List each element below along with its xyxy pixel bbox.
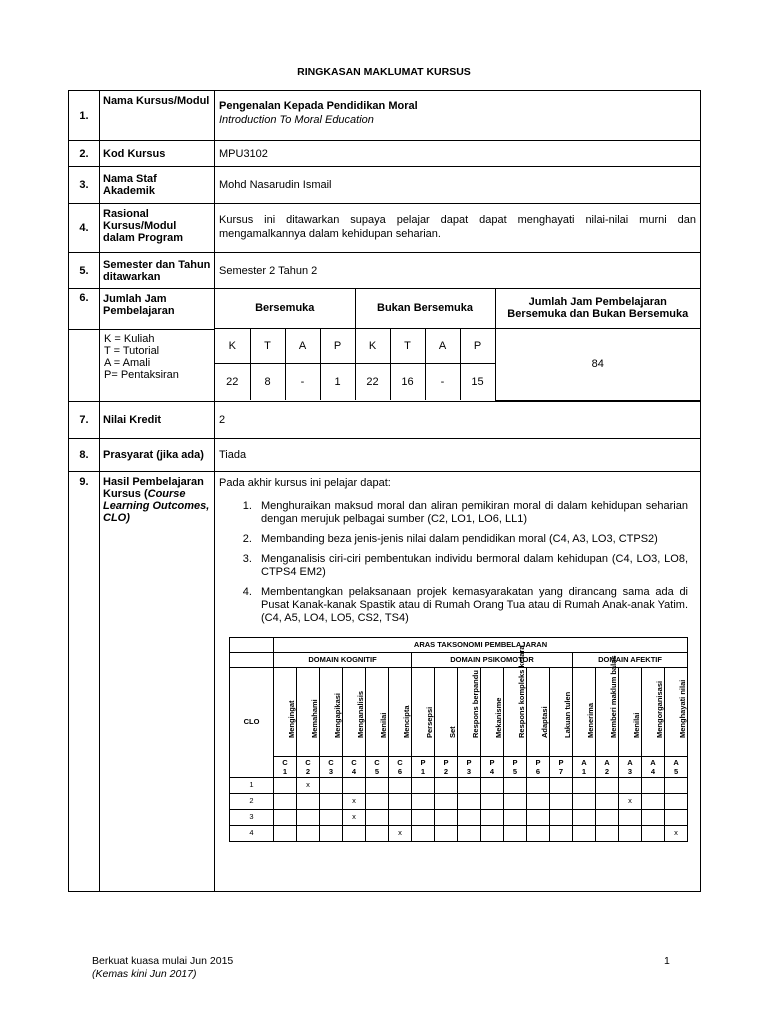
hour-code: A: [285, 328, 320, 363]
row-staff: [69, 167, 701, 204]
level-letter: C: [305, 757, 311, 767]
legend-item: P= Pentaksiran: [104, 368, 179, 381]
domain-cognitive: DOMAIN KOGNITIF: [274, 652, 412, 667]
taxonomy-mark: [619, 825, 642, 841]
level-letter: P: [535, 757, 541, 767]
taxonomy-mark: [596, 825, 619, 841]
taxonomy-mark: x: [619, 793, 642, 809]
taxonomy-mark: [642, 809, 665, 825]
taxonomy-level-code: [274, 756, 297, 777]
row-number: 1.: [69, 91, 100, 141]
taxonomy-column-name: [412, 667, 435, 756]
level-letter: A: [673, 757, 679, 767]
taxonomy-mark: x: [297, 777, 320, 793]
taxonomy-level-code: [642, 756, 665, 777]
taxonomy-mark: [458, 777, 481, 793]
taxonomy-row: [230, 825, 688, 841]
taxonomy-mark: [343, 825, 366, 841]
clo-column-header: CLO: [230, 667, 274, 777]
rationale-text: Kursus ini ditawarkan supaya pelajar dapat dapat menghayati nilai-nilai murni dan mengamalkannya dalam kehidupan seharian.: [215, 204, 701, 253]
row-label: Jumlah Jam Pembelajaran: [100, 289, 215, 330]
level-number: 5: [512, 766, 518, 776]
clo-number: 4: [230, 825, 274, 841]
taxonomy-mark: x: [343, 793, 366, 809]
taxonomy-mark: [366, 777, 389, 793]
taxonomy-mark: [550, 793, 573, 809]
legend-item: A = Amali: [104, 356, 151, 369]
taxonomy-column-name: [458, 667, 481, 756]
taxonomy-mark: [366, 809, 389, 825]
taxonomy-level-code: [481, 756, 504, 777]
taxonomy-level-code: [366, 756, 389, 777]
level-letter: P: [420, 757, 426, 767]
level-letter: A: [581, 757, 587, 767]
taxonomy-column-name: [481, 667, 504, 756]
taxonomy-mark: [665, 793, 688, 809]
taxonomy-mark: [504, 809, 527, 825]
domain-affective: DOMAIN AFEKTIF: [573, 652, 688, 667]
row-label: Rasional Kursus/Modul dalam Program: [100, 204, 215, 253]
level-letter: A: [604, 757, 610, 767]
taxonomy-mark: [550, 825, 573, 841]
level-letter: A: [650, 757, 656, 767]
level-number: 3: [328, 766, 334, 776]
taxonomy-column-name: [665, 667, 688, 756]
taxonomy-column-name: [435, 667, 458, 756]
taxonomy-mark: [642, 825, 665, 841]
taxonomy-column-name: [596, 654, 619, 756]
taxonomy-mark: [412, 777, 435, 793]
level-number: 3: [466, 766, 472, 776]
taxonomy-column-name: [343, 667, 366, 756]
clo-item: 4. Membentangkan pelaksanaan projek kemasyarakatan yang dirancang sama ada di Pusat Kanak-kanak Spastik atau di Rumah Orang Tua atau di Rumah Anak-anak Yatim. (C4, A5, LO4, LO5, CS2, TS4): [255, 586, 688, 625]
taxonomy-mark: [458, 793, 481, 809]
hour-code: T: [250, 328, 285, 363]
taxonomy-mark: x: [389, 825, 412, 841]
taxonomy-level-code: [665, 756, 688, 777]
taxonomy-row: [230, 809, 688, 825]
taxonomy-level-label: Menilai: [379, 712, 388, 738]
domain-psychomotor: DOMAIN PSIKOMOTOR: [412, 652, 573, 667]
staff-name: Mohd Nasarudin Ismail: [215, 167, 701, 204]
hours-legend: [100, 329, 215, 401]
taxonomy-column-name: [366, 667, 389, 756]
taxonomy-mark: [435, 793, 458, 809]
taxonomy-mark: [596, 793, 619, 809]
taxonomy-mark: [297, 793, 320, 809]
level-number: 4: [650, 766, 656, 776]
row-number: 6.: [69, 289, 100, 330]
hour-value: 15: [460, 363, 495, 400]
row-label: Nama Kursus/Modul: [100, 91, 215, 141]
taxonomy-mark: [458, 809, 481, 825]
semester-value: Semester 2 Tahun 2: [215, 253, 701, 289]
hour-code: P: [460, 328, 495, 363]
taxonomy-mark: [573, 793, 596, 809]
level-letter: C: [374, 757, 380, 767]
level-letter: C: [328, 757, 334, 767]
taxonomy-level-code: [389, 756, 412, 777]
level-number: 3: [627, 766, 633, 776]
hour-code: A: [425, 328, 460, 363]
total-hours-value: 84: [495, 328, 700, 400]
clo-label-bm: Hasil Pembelajaran Kursus (: [103, 475, 204, 500]
taxonomy-mark: [366, 825, 389, 841]
taxonomy-mark: [320, 793, 343, 809]
row-rationale: [69, 204, 701, 253]
row-label: Prasyarat (jika ada): [100, 438, 215, 471]
taxonomy-mark: [389, 809, 412, 825]
taxonomy-mark: x: [665, 825, 688, 841]
taxonomy-mark: [619, 809, 642, 825]
taxonomy-level-code: [435, 756, 458, 777]
clo-intro: Pada akhir kursus ini pelajar dapat:: [219, 476, 391, 489]
taxonomy-mark: [642, 793, 665, 809]
taxonomy-level-label: Mengapikasi: [333, 692, 342, 738]
clo-list: [219, 500, 688, 625]
row-label: Nilai Kredit: [100, 401, 215, 438]
taxonomy-mark: [435, 777, 458, 793]
taxonomy-mark: [527, 809, 550, 825]
taxonomy-mark: [481, 793, 504, 809]
row-number: 3.: [69, 167, 100, 204]
hour-code: K: [215, 328, 250, 363]
taxonomy-row: [230, 793, 688, 809]
clo-item: 3. Menganalisis ciri-ciri pembentukan individu bermoral dalam kehidupan (C4, LO3, LO8, CTPS4 EM2): [255, 553, 688, 579]
row-credit: [69, 401, 701, 438]
level-letter: A: [627, 757, 633, 767]
taxonomy-mark: [527, 825, 550, 841]
legend-item: T = Tutorial: [104, 344, 160, 357]
level-letter: P: [466, 757, 472, 767]
taxonomy-mark: [596, 809, 619, 825]
row-prerequisite: [69, 438, 701, 471]
course-name-bm: Pengenalan Kepada Pendidikan Moral: [219, 100, 418, 112]
prerequisite-value: Tiada: [215, 438, 701, 471]
taxonomy-mark: [343, 777, 366, 793]
taxonomy-level-label: Adaptasi: [540, 705, 549, 738]
row-number: 7.: [69, 401, 100, 438]
taxonomy-level-code: [596, 756, 619, 777]
clo-label-en: Course Learning Outcomes, CLO): [103, 487, 210, 524]
row-course-name: [69, 91, 701, 141]
taxonomy-mark: [389, 793, 412, 809]
taxonomy-mark: [274, 809, 297, 825]
level-number: 4: [351, 766, 357, 776]
taxonomy-level-label: Mengingat: [287, 700, 296, 738]
taxonomy-mark: [481, 825, 504, 841]
taxonomy-mark: [274, 825, 297, 841]
row-learning-hours: [69, 289, 701, 330]
taxonomy-mark: [320, 825, 343, 841]
page-number: 1: [664, 955, 670, 967]
taxonomy-level-label: Lakuan tulen: [563, 691, 572, 738]
footer-updated: (Kemas kini Jun 2017): [92, 968, 197, 980]
taxonomy-header: ARAS TAKSONOMI PEMBELAJARAN: [274, 637, 688, 652]
taxonomy-column-name: [573, 667, 596, 756]
taxonomy-mark: [320, 809, 343, 825]
level-letter: C: [351, 757, 357, 767]
hour-value: 22: [215, 363, 250, 400]
level-number: 5: [673, 766, 679, 776]
taxonomy-level-code: [458, 756, 481, 777]
taxonomy-mark: [596, 777, 619, 793]
taxonomy-level-label: Memahami: [310, 698, 319, 738]
taxonomy-mark: [274, 777, 297, 793]
taxonomy-level-code: [320, 756, 343, 777]
taxonomy-level-code: [550, 756, 573, 777]
level-number: 6: [535, 766, 541, 776]
level-number: 2: [604, 766, 610, 776]
row-number: 9.: [69, 471, 100, 891]
level-letter: C: [397, 757, 403, 767]
taxonomy-mark: [665, 809, 688, 825]
level-number: 1: [420, 766, 426, 776]
row-number: 5.: [69, 253, 100, 289]
clo-number: 1: [230, 777, 274, 793]
level-number: 4: [489, 766, 495, 776]
hour-value: 22: [355, 363, 390, 400]
hour-code: K: [355, 328, 390, 363]
course-code: MPU3102: [215, 141, 701, 167]
taxonomy-level-code: [297, 756, 320, 777]
level-number: 1: [282, 766, 288, 776]
taxonomy-mark: [527, 793, 550, 809]
taxonomy-mark: [274, 793, 297, 809]
taxonomy-mark: [297, 809, 320, 825]
taxonomy-mark: [435, 825, 458, 841]
taxonomy-level-label: Mencipta: [402, 704, 411, 738]
taxonomy-mark: [573, 777, 596, 793]
clo-item: 2. Membanding beza jenis-jenis nilai dalam pendidikan moral (C4, A3, LO3, CTPS2): [255, 533, 688, 546]
level-number: 5: [374, 766, 380, 776]
taxonomy-level-code: [504, 756, 527, 777]
taxonomy-level-code: [412, 756, 435, 777]
taxonomy-mark: [412, 825, 435, 841]
level-letter: C: [282, 757, 288, 767]
taxonomy-mark: [389, 777, 412, 793]
taxonomy-level-code: [573, 756, 596, 777]
credit-value: 2: [215, 401, 701, 438]
legend-item: K = Kuliah: [104, 332, 155, 345]
taxonomy-mark: x: [343, 809, 366, 825]
taxonomy-column-name: [274, 667, 297, 756]
clo-item: 1. Menghuraikan maksud moral dan aliran pemikiran moral di dalam kehidupan seharian dengan merujuk pelbagai sumber (C2, LO1, LO6, LL1): [255, 500, 688, 526]
taxonomy-mark: [412, 809, 435, 825]
row-semester: [69, 253, 701, 289]
taxonomy-level-label: Menghayati nilai: [678, 679, 688, 738]
taxonomy-level-label: Persepsi: [425, 706, 434, 738]
taxonomy-mark: [642, 777, 665, 793]
taxonomy-column-name: [550, 667, 573, 756]
taxonomy-column-name: [619, 667, 642, 756]
row-label: Semester dan Tahun ditawarkan: [100, 253, 215, 289]
hour-value: 8: [250, 363, 285, 400]
clo-number: 3: [230, 809, 274, 825]
hour-value: 1: [320, 363, 355, 400]
course-info-table: [68, 90, 701, 892]
taxonomy-mark: [435, 809, 458, 825]
row-label: Nama Staf Akademik: [100, 167, 215, 204]
hour-value: -: [425, 363, 460, 400]
taxonomy-column-name: [527, 667, 550, 756]
taxonomy-column-name: [389, 667, 412, 756]
taxonomy-level-label: Menilai: [632, 712, 641, 738]
level-letter: P: [443, 757, 449, 767]
hour-code: T: [390, 328, 425, 363]
total-hours-header: Jumlah Jam Pembelajaran Bersemuka dan Bukan Bersemuka: [495, 289, 700, 328]
taxonomy-mark: [665, 777, 688, 793]
bersemuka-header: Bersemuka: [215, 289, 355, 328]
footer-effective-date: Berkuat kuasa mulai Jun 2015: [92, 955, 234, 967]
level-number: 2: [443, 766, 449, 776]
taxonomy-column-name: [504, 644, 527, 756]
course-name-en: Introduction To Moral Education: [219, 114, 374, 126]
level-number: 1: [581, 766, 587, 776]
clo-number: 2: [230, 793, 274, 809]
taxonomy-level-code: [343, 756, 366, 777]
taxonomy-level-label: Set: [448, 725, 457, 738]
taxonomy-mark: [458, 825, 481, 841]
level-letter: P: [512, 757, 518, 767]
taxonomy-level-label: Menerima: [586, 702, 595, 738]
taxonomy-mark: [481, 777, 504, 793]
taxonomy-mark: [573, 809, 596, 825]
row-number: 4.: [69, 204, 100, 253]
taxonomy-column-name: [297, 667, 320, 756]
taxonomy-row: [230, 777, 688, 793]
taxonomy-column-name: [642, 667, 665, 756]
row-learning-outcomes: [69, 471, 701, 891]
page-title: RINGKASAN MAKLUMAT KURSUS: [297, 66, 471, 78]
taxonomy-level-label: Respons kompleks ketara: [517, 644, 526, 738]
taxonomy-mark: [504, 777, 527, 793]
level-number: 7: [558, 766, 564, 776]
taxonomy-level-label: Menganalisis: [356, 690, 365, 738]
taxonomy-corner: [230, 637, 274, 652]
taxonomy-column-name: [320, 667, 343, 756]
taxonomy-mark: [550, 809, 573, 825]
row-number: 8.: [69, 438, 100, 471]
taxonomy-mark: [481, 809, 504, 825]
taxonomy-mark: [366, 793, 389, 809]
taxonomy-level-code: [619, 756, 642, 777]
row-number: 2.: [69, 141, 100, 167]
row-course-code: [69, 141, 701, 167]
taxonomy-level-label: Respons berpandu: [471, 669, 480, 738]
level-letter: P: [558, 757, 564, 767]
taxonomy-mark: [619, 777, 642, 793]
taxonomy-level-code: [527, 756, 550, 777]
taxonomy-table: [229, 637, 688, 842]
taxonomy-level-label: Memberi maklum balas: [609, 654, 618, 738]
taxonomy-level-label: Mekanisme: [494, 697, 503, 738]
level-number: 2: [305, 766, 311, 776]
level-number: 6: [397, 766, 403, 776]
taxonomy-level-label: Mengorganisasi: [655, 680, 664, 738]
taxonomy-corner: [230, 652, 274, 667]
bukan-bersemuka-header: Bukan Bersemuka: [355, 289, 495, 328]
taxonomy-mark: [527, 777, 550, 793]
taxonomy-mark: [412, 793, 435, 809]
taxonomy-mark: [550, 777, 573, 793]
taxonomy-mark: [320, 777, 343, 793]
row-label: [100, 471, 215, 891]
hours-table: [215, 289, 700, 401]
taxonomy-mark: [504, 825, 527, 841]
taxonomy-mark: [573, 825, 596, 841]
taxonomy-mark: [504, 793, 527, 809]
hour-code: P: [320, 328, 355, 363]
taxonomy-mark: [297, 825, 320, 841]
hour-value: -: [285, 363, 320, 400]
hour-value: 16: [390, 363, 425, 400]
row-label: Kod Kursus: [100, 141, 215, 167]
level-letter: P: [489, 757, 495, 767]
